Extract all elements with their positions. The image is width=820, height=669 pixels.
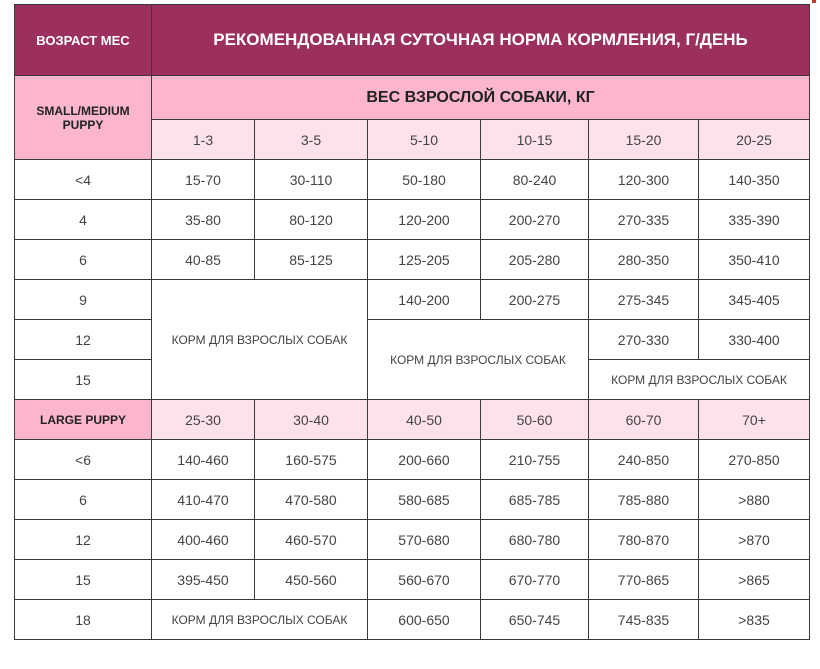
value-cell: 85-125 bbox=[255, 240, 368, 280]
value-cell: 50-180 bbox=[368, 160, 481, 200]
adult-weight-title: ВЕС ВЗРОСЛОЙ СОБАКИ, КГ bbox=[152, 76, 810, 120]
weight-cell: 50-60 bbox=[481, 400, 589, 440]
value-cell: >870 bbox=[699, 520, 810, 560]
weight-cell: 1-3 bbox=[152, 120, 255, 160]
value-cell: 210-755 bbox=[481, 440, 589, 480]
weight-cell: 25-30 bbox=[152, 400, 255, 440]
age-cell: 18 bbox=[15, 600, 152, 640]
age-cell: 4 bbox=[15, 200, 152, 240]
table-row bbox=[15, 520, 810, 560]
adult-food-note: КОРМ ДЛЯ ВЗРОСЛЫХ СОБАК bbox=[152, 280, 368, 400]
value-cell: 140-350 bbox=[699, 160, 810, 200]
table-row bbox=[15, 280, 810, 320]
table-row bbox=[15, 440, 810, 480]
value-cell: 80-120 bbox=[255, 200, 368, 240]
value-cell: 120-200 bbox=[368, 200, 481, 240]
value-cell: 600-650 bbox=[368, 600, 481, 640]
value-cell: 205-280 bbox=[481, 240, 589, 280]
weight-cell: 10-15 bbox=[481, 120, 589, 160]
weight-title-row bbox=[15, 76, 810, 120]
table-header-row bbox=[15, 5, 810, 76]
value-cell: 680-780 bbox=[481, 520, 589, 560]
table-row bbox=[15, 560, 810, 600]
value-cell: 120-300 bbox=[589, 160, 699, 200]
age-column-header: ВОЗРАСТ МЕС bbox=[15, 5, 152, 76]
table-row bbox=[15, 160, 810, 200]
value-cell: 460-570 bbox=[255, 520, 368, 560]
value-cell: 270-850 bbox=[699, 440, 810, 480]
adult-food-note: КОРМ ДЛЯ ВЗРОСЛЫХ СОБАК bbox=[152, 600, 368, 640]
weight-cell: 3-5 bbox=[255, 120, 368, 160]
norm-title-header: РЕКОМЕНДОВАННАЯ СУТОЧНАЯ НОРМА КОРМЛЕНИЯ, Г/ДЕНЬ bbox=[152, 5, 810, 76]
value-cell: 785-880 bbox=[589, 480, 699, 520]
weight-cell: 20-25 bbox=[699, 120, 810, 160]
value-cell: 330-400 bbox=[699, 320, 810, 360]
value-cell: 335-390 bbox=[699, 200, 810, 240]
large-weight-row bbox=[15, 400, 810, 440]
age-cell: 15 bbox=[15, 560, 152, 600]
value-cell: >880 bbox=[699, 480, 810, 520]
age-cell: 9 bbox=[15, 280, 152, 320]
table-row bbox=[15, 600, 810, 640]
age-cell: 6 bbox=[15, 240, 152, 280]
age-cell: <4 bbox=[15, 160, 152, 200]
value-cell: 780-870 bbox=[589, 520, 699, 560]
value-cell: 125-205 bbox=[368, 240, 481, 280]
value-cell: 160-575 bbox=[255, 440, 368, 480]
age-cell: 15 bbox=[15, 360, 152, 400]
weight-cell: 40-50 bbox=[368, 400, 481, 440]
value-cell: 580-685 bbox=[368, 480, 481, 520]
value-cell: 280-350 bbox=[589, 240, 699, 280]
feeding-norm-table bbox=[14, 4, 810, 640]
weight-cell: 70+ bbox=[699, 400, 810, 440]
value-cell: 350-410 bbox=[699, 240, 810, 280]
age-cell: 12 bbox=[15, 520, 152, 560]
large-puppy-label: LARGE PUPPY bbox=[15, 400, 152, 440]
value-cell: 200-270 bbox=[481, 200, 589, 240]
value-cell: 400-460 bbox=[152, 520, 255, 560]
adult-food-note: КОРМ ДЛЯ ВЗРОСЛЫХ СОБАК bbox=[368, 320, 589, 400]
value-cell: 200-660 bbox=[368, 440, 481, 480]
value-cell: 410-470 bbox=[152, 480, 255, 520]
table-row bbox=[15, 480, 810, 520]
value-cell: 470-580 bbox=[255, 480, 368, 520]
weight-cell: 30-40 bbox=[255, 400, 368, 440]
table-row bbox=[15, 320, 810, 360]
value-cell: 80-240 bbox=[481, 160, 589, 200]
value-cell: 200-275 bbox=[481, 280, 589, 320]
table-row bbox=[15, 240, 810, 280]
value-cell: 770-865 bbox=[589, 560, 699, 600]
value-cell: >835 bbox=[699, 600, 810, 640]
age-cell: <6 bbox=[15, 440, 152, 480]
small-medium-puppy-label: SMALL/MEDIUM PUPPY bbox=[15, 76, 152, 160]
value-cell: 270-335 bbox=[589, 200, 699, 240]
value-cell: 40-85 bbox=[152, 240, 255, 280]
value-cell: 140-200 bbox=[368, 280, 481, 320]
value-cell: 570-680 bbox=[368, 520, 481, 560]
weight-cell: 60-70 bbox=[589, 400, 699, 440]
age-cell: 6 bbox=[15, 480, 152, 520]
weight-cell: 15-20 bbox=[589, 120, 699, 160]
value-cell: 240-850 bbox=[589, 440, 699, 480]
red-mark-icon bbox=[812, 0, 816, 3]
age-cell: 12 bbox=[15, 320, 152, 360]
value-cell: 685-785 bbox=[481, 480, 589, 520]
value-cell: 745-835 bbox=[589, 600, 699, 640]
table-row bbox=[15, 200, 810, 240]
value-cell: >865 bbox=[699, 560, 810, 600]
value-cell: 450-560 bbox=[255, 560, 368, 600]
value-cell: 140-460 bbox=[152, 440, 255, 480]
value-cell: 395-450 bbox=[152, 560, 255, 600]
value-cell: 30-110 bbox=[255, 160, 368, 200]
value-cell: 650-745 bbox=[481, 600, 589, 640]
adult-food-note: КОРМ ДЛЯ ВЗРОСЛЫХ СОБАК bbox=[589, 360, 810, 400]
value-cell: 670-770 bbox=[481, 560, 589, 600]
weight-cell: 5-10 bbox=[368, 120, 481, 160]
value-cell: 15-70 bbox=[152, 160, 255, 200]
value-cell: 270-330 bbox=[589, 320, 699, 360]
value-cell: 275-345 bbox=[589, 280, 699, 320]
value-cell: 35-80 bbox=[152, 200, 255, 240]
value-cell: 345-405 bbox=[699, 280, 810, 320]
value-cell: 560-670 bbox=[368, 560, 481, 600]
